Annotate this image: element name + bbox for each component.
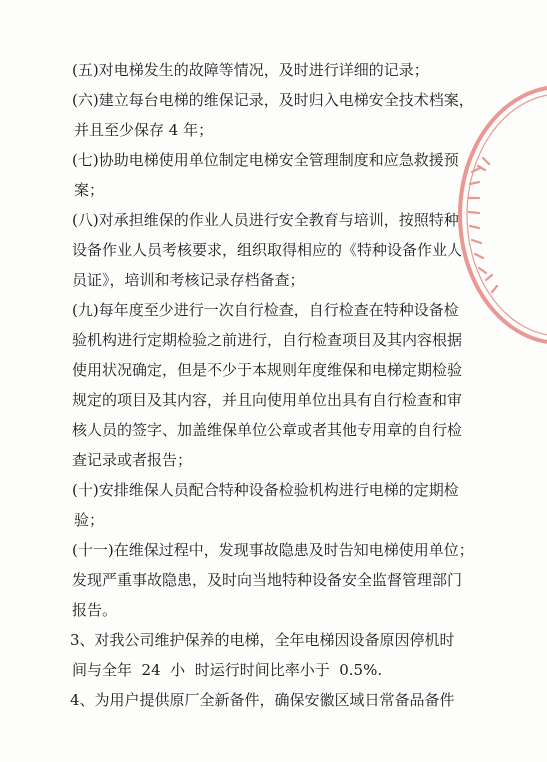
text-line: (九)每年度至少进行一次自行检查，自行检查在特种设备检 <box>72 301 459 319</box>
text-line: (八)对承担维保的作业人员进行安全教育与培训，按照特种 <box>72 211 459 229</box>
text-line: 案； <box>74 181 105 199</box>
text-line: 核人员的签字、加盖维保单位公章或者其他专用章的自行检 <box>72 421 463 439</box>
text-line: 验； <box>74 511 105 529</box>
text-line: 3、对我公司维护保养的电梯，全年电梯因设备原因停机时 <box>70 631 455 649</box>
text-line: 4、为用户提供原厂全新备件，确保安徽区域日常备品备件 <box>70 691 455 709</box>
text-line: (十一)在维保过程中，发现事故隐患及时告知电梯使用单位； <box>72 541 474 559</box>
text-line: (十)安排维保人员配合特种设备检验机构进行电梯的定期检 <box>72 481 459 499</box>
text-line: 报告。 <box>72 601 118 619</box>
text-line: 使用状况确定，但是不少于本规则年度维保和电梯定期检验 <box>72 361 463 379</box>
text-line: (六)建立每台电梯的维保记录，及时归入电梯安全技术档案， <box>72 91 474 109</box>
text-line: (五)对电梯发生的故障等情况，及时进行详细的记录； <box>72 61 429 79</box>
text-line: 验机构进行定期检验之前进行，自行检查项目及其内容根据 <box>72 331 463 349</box>
text-line: 查记录或者报告； <box>72 451 193 469</box>
document-body <box>72 55 482 715</box>
text-line: (七)协助电梯使用单位制定电梯安全管理制度和应急救援预 <box>72 151 459 169</box>
text-line: 发现严重事故隐患，及时向当地特种设备安全监督管理部门 <box>72 571 463 589</box>
text-line: 并且至少保存 4 年； <box>74 121 214 139</box>
text-line: 员证》，培训和考核记录存档备查； <box>72 271 305 289</box>
text-line: 设备作业人员考核要求，组织取得相应的《特种设备作业人 <box>72 241 463 259</box>
text-line: 规定的项目及其内容，并且向使用单位出具有自行检查和审 <box>72 391 463 409</box>
text-line: 间与全年 24 小 时运行时间比率小于 0.5%. <box>72 661 383 679</box>
